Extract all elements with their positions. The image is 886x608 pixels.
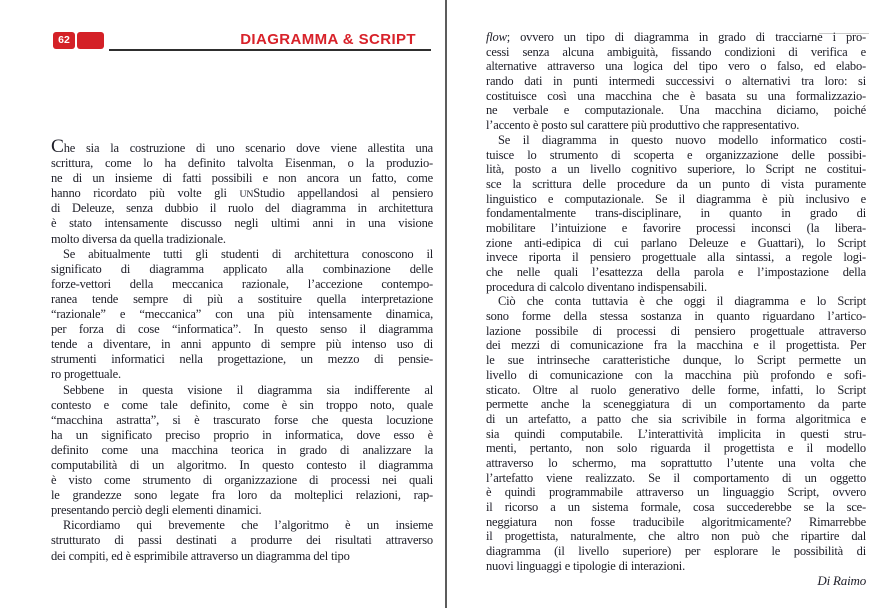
text-segment: Che sia la costruzione di uno scenario dove viene allestita una — [51, 136, 433, 157]
text-segment: ha un significato preciso proprio in informatica, dove esso è — [51, 427, 433, 442]
text-line — [51, 262, 433, 277]
text-segment: “macchina astratta”, si è trascurato forse che questa locuzione — [51, 412, 433, 427]
text-line — [51, 186, 433, 201]
text-segment: attraverso lo schermo, ma soprattutto l’utente una volta che — [486, 455, 866, 470]
text-segment: è stato intensamente discusso negli ultimi anni in una visione — [51, 216, 433, 231]
text-line — [51, 473, 433, 488]
red-tab-decoration — [77, 32, 104, 49]
page-gutter-line — [445, 0, 447, 608]
text-line — [486, 294, 866, 309]
text-segment: Ciò che conta tuttavia è che oggi il diagramma e lo Script — [498, 294, 866, 309]
text-line — [486, 74, 866, 89]
text-line — [51, 443, 433, 458]
italic-text: flow — [486, 30, 507, 44]
text-segment: livello di comunicazione con la macchina più profondo e sofi- — [486, 367, 866, 382]
header-rule — [109, 49, 431, 51]
text-line — [486, 471, 866, 486]
text-segment: Sebbene in questa visione il diagramma sia indifferente al — [63, 382, 433, 397]
text-segment: Se abitualmente tutti gli studenti di architettura conoscono il — [63, 246, 433, 261]
text-segment: neggiatura non fosse traducibile algoritmicamente? Rimarrebbe — [486, 514, 866, 529]
text-segment: dei mezzi di comunicazione fra la macchina e il progettista. Per — [486, 338, 866, 353]
text-line — [486, 397, 866, 412]
text-line — [486, 177, 866, 192]
text-line — [486, 103, 866, 118]
text-line — [51, 216, 433, 231]
text-line — [486, 236, 866, 251]
text-line — [486, 118, 866, 133]
text-segment: molto diversa da quella tradizionale. — [51, 231, 226, 246]
text-line — [486, 485, 866, 500]
text-line — [486, 383, 866, 398]
text-line — [486, 559, 866, 574]
text-segment: strumenti informatici nella progettazione, un mezzo di pensie- — [51, 352, 433, 367]
text-segment: computabilità di un algoritmo. In questo contesto il diagramma — [51, 457, 433, 472]
text-segment: Ricordiamo qui brevemente che l’algoritmo è un insieme — [63, 518, 433, 533]
text-segment: è quindi programmabile attraverso un linguaggio Script, ovvero — [486, 485, 866, 500]
text-line — [51, 307, 433, 322]
text-line — [486, 59, 866, 74]
text-segment: linguistico e computazionale. Se il diagramma è più inclusivo e — [486, 191, 866, 206]
text-segment: “razionale” e “meccanica” con una più intensamente dinamica, — [51, 307, 433, 322]
text-segment: dei compiti, ed è esprimibile attraverso un diagramma del tipo — [51, 548, 350, 563]
text-segment: diagramma (il livello superiore) per esplorare le possibilità di — [486, 544, 866, 559]
text-line — [486, 133, 866, 148]
text-line — [51, 518, 433, 533]
text-line — [486, 544, 866, 559]
text-line — [486, 353, 866, 368]
text-segment: invece riporta il pensiero progettuale alla sintassi, a regole logi- — [486, 250, 866, 265]
text-segment: significato di diagramma applicato alla combinazione delle — [51, 261, 433, 276]
text-line — [51, 171, 433, 186]
text-segment: definito come una macchina teorica in grado di analizzare la — [51, 442, 433, 457]
text-line — [51, 247, 433, 262]
text-segment: strutturato di passi destinati a produrre dei risultati attraverso — [51, 533, 433, 548]
text-line — [486, 412, 866, 427]
text-line — [486, 89, 866, 104]
text-line — [51, 337, 433, 352]
text-segment: lazione possibile di processi di pensiero progettuale attraverso — [486, 323, 866, 338]
text-line — [486, 427, 866, 442]
text-line — [51, 488, 433, 503]
text-segment: è visto come strumento di organizzazione di processi nei quali — [51, 473, 433, 488]
text-segment: di Deleuze, senza dubbio il ruolo del diagramma in architettura — [51, 201, 433, 216]
chapter-title: DIAGRAMMA & SCRIPT — [240, 31, 416, 48]
text-line — [486, 280, 866, 295]
text-line — [486, 221, 866, 236]
text-line — [486, 515, 866, 530]
text-line — [51, 503, 433, 518]
text-line — [486, 30, 866, 45]
text-segment: sono forme della stessa sostanza in quanto riguardano l’artico- — [486, 309, 866, 324]
text-segment: tende a diventare, in anni appunto di sempre più intenso uso di — [51, 337, 433, 352]
text-line — [486, 206, 866, 221]
text-line — [51, 383, 433, 398]
text-segment: sticato. Oltre al ruolo generativo delle forme, infatti, lo Script — [486, 382, 866, 397]
text-line — [51, 277, 433, 292]
text-line — [486, 456, 866, 471]
text-line — [486, 324, 866, 339]
text-line — [486, 45, 866, 60]
text-line — [486, 368, 866, 383]
text-segment: zione anti-edipica di cui parlano Deleuze e Guattari), lo Script — [486, 235, 866, 250]
right-page-text — [486, 30, 866, 589]
text-segment: l’accento è posto sul carattere più produttivo che rappresentativo. — [486, 118, 800, 133]
text-segment: ; ovvero un tipo di diagramma in grado di tracciarne i pro- — [506, 30, 866, 44]
text-line — [486, 148, 866, 163]
text-segment: ne verbale e computazionale. Una macchina diciamo, poiché — [486, 103, 866, 118]
text-segment: il ricorso a un sistema formale, cosa succederebbe se la sce- — [486, 500, 866, 514]
text-line — [486, 162, 866, 177]
text-segment: procedura di calcolo diventano indispensabili. — [486, 279, 707, 294]
text-segment: scrittura, come lo ha definito talvolta Eisenman, o la produzio- — [51, 156, 433, 171]
text-segment: mobilitare l’intuizione e favorire processi inconsci (la libera- — [486, 220, 866, 235]
text-line — [486, 338, 866, 353]
text-line — [51, 232, 433, 247]
text-line — [51, 458, 433, 473]
text-segment: tuisce lo strumento di scoperta e organizzazione delle possibi- — [486, 147, 866, 162]
text-line — [51, 549, 433, 564]
text-segment: sia quindi computabile. L’interattività implicita in questi stru- — [486, 426, 866, 441]
text-segment: il progettista, naturalmente, che altro non può che ripartire dal — [486, 529, 866, 544]
text-line — [486, 529, 866, 544]
text-line — [486, 192, 866, 207]
text-segment: che nelle quali l’esattezza della parola e l’impostazione della — [486, 265, 866, 279]
text-segment: sce la scrittura delle procedure da un punto di vista puramente — [486, 176, 866, 191]
text-line — [51, 367, 433, 382]
text-segment: di un artefatto, a patto che sia scrivibile in forma algoritmica e — [486, 411, 866, 426]
text-segment: ro progettuale. — [51, 367, 121, 382]
text-segment: le sue intrinseche caratteristiche dunque, lo Script permette un — [486, 353, 866, 368]
text-line — [51, 352, 433, 367]
text-segment: le grandezze sono legate fra loro da molteplici relazioni, rap- — [51, 488, 433, 503]
initial-cap: C — [51, 136, 64, 157]
text-segment: Studio appellandosi al pensiero — [253, 186, 434, 201]
text-line — [51, 398, 433, 413]
text-segment: l’artefatto viene realizzato. Se il comportamento di un oggetto — [486, 470, 866, 485]
text-segment: forze-vettori della meccanica razionale, l’accezione contempo- — [51, 276, 433, 291]
text-line — [51, 428, 433, 443]
text-segment: ranea tende sempre di più a sostituire quella interpretazione — [51, 291, 433, 306]
smallcaps-text: UN — [239, 189, 254, 201]
text-segment: menti, pertanto, non solo riguarda il progettista e il modello — [486, 441, 866, 456]
text-line — [486, 500, 866, 515]
author-signature: Di Raimo — [817, 573, 866, 589]
text-line — [51, 413, 433, 428]
text-segment: lità, posto a un livello cognitivo superiore, lo Script ne costitui- — [486, 162, 866, 177]
text-segment: alternative attraverso una logica del tipo vero o falso, ed elabo- — [486, 59, 866, 74]
text-segment: hanno ricordato più volte gli — [51, 186, 240, 201]
text-segment: rando dati in punti intermedi successivi o alternativi tra loro: si — [486, 74, 866, 89]
text-line — [51, 292, 433, 307]
text-line — [51, 156, 433, 171]
text-line — [51, 201, 433, 216]
text-line — [486, 441, 866, 456]
text-line — [51, 533, 433, 548]
text-segment: contesto e come tale definito, come è sin troppo noto, quale — [51, 397, 433, 412]
text-segment: fondamentalmente trans-disciplinare, in quanto in grado di — [486, 206, 866, 221]
text-segment: permette anche la sceneggiatura di un comportamento da parte — [486, 397, 866, 412]
text-line — [486, 309, 866, 324]
text-segment: Se il diagramma in questo nuovo modello informatico costi- — [498, 132, 866, 147]
text-line — [486, 250, 866, 265]
text-line — [51, 136, 433, 157]
page-number-badge: 62 — [53, 32, 75, 49]
text-segment: nuovi linguaggi e tipologie di interazioni. — [486, 558, 685, 573]
text-segment: ne di un insieme di fatti possibili e non ancora un fatto, come — [51, 171, 433, 186]
text-line — [51, 322, 433, 337]
text-segment: cessi senza alcuna ambiguità, fissando condizioni di verifica e — [486, 44, 866, 59]
text-segment: costituisce così una macchina che è basata su una formalizzazio- — [486, 88, 866, 103]
text-line — [486, 265, 866, 280]
left-page-text — [51, 136, 434, 564]
text-segment: presentando perciò degli elementi dinamici. — [51, 503, 262, 518]
text-segment: per forza di cose “informatica”. In questo senso il diagramma — [51, 322, 433, 337]
